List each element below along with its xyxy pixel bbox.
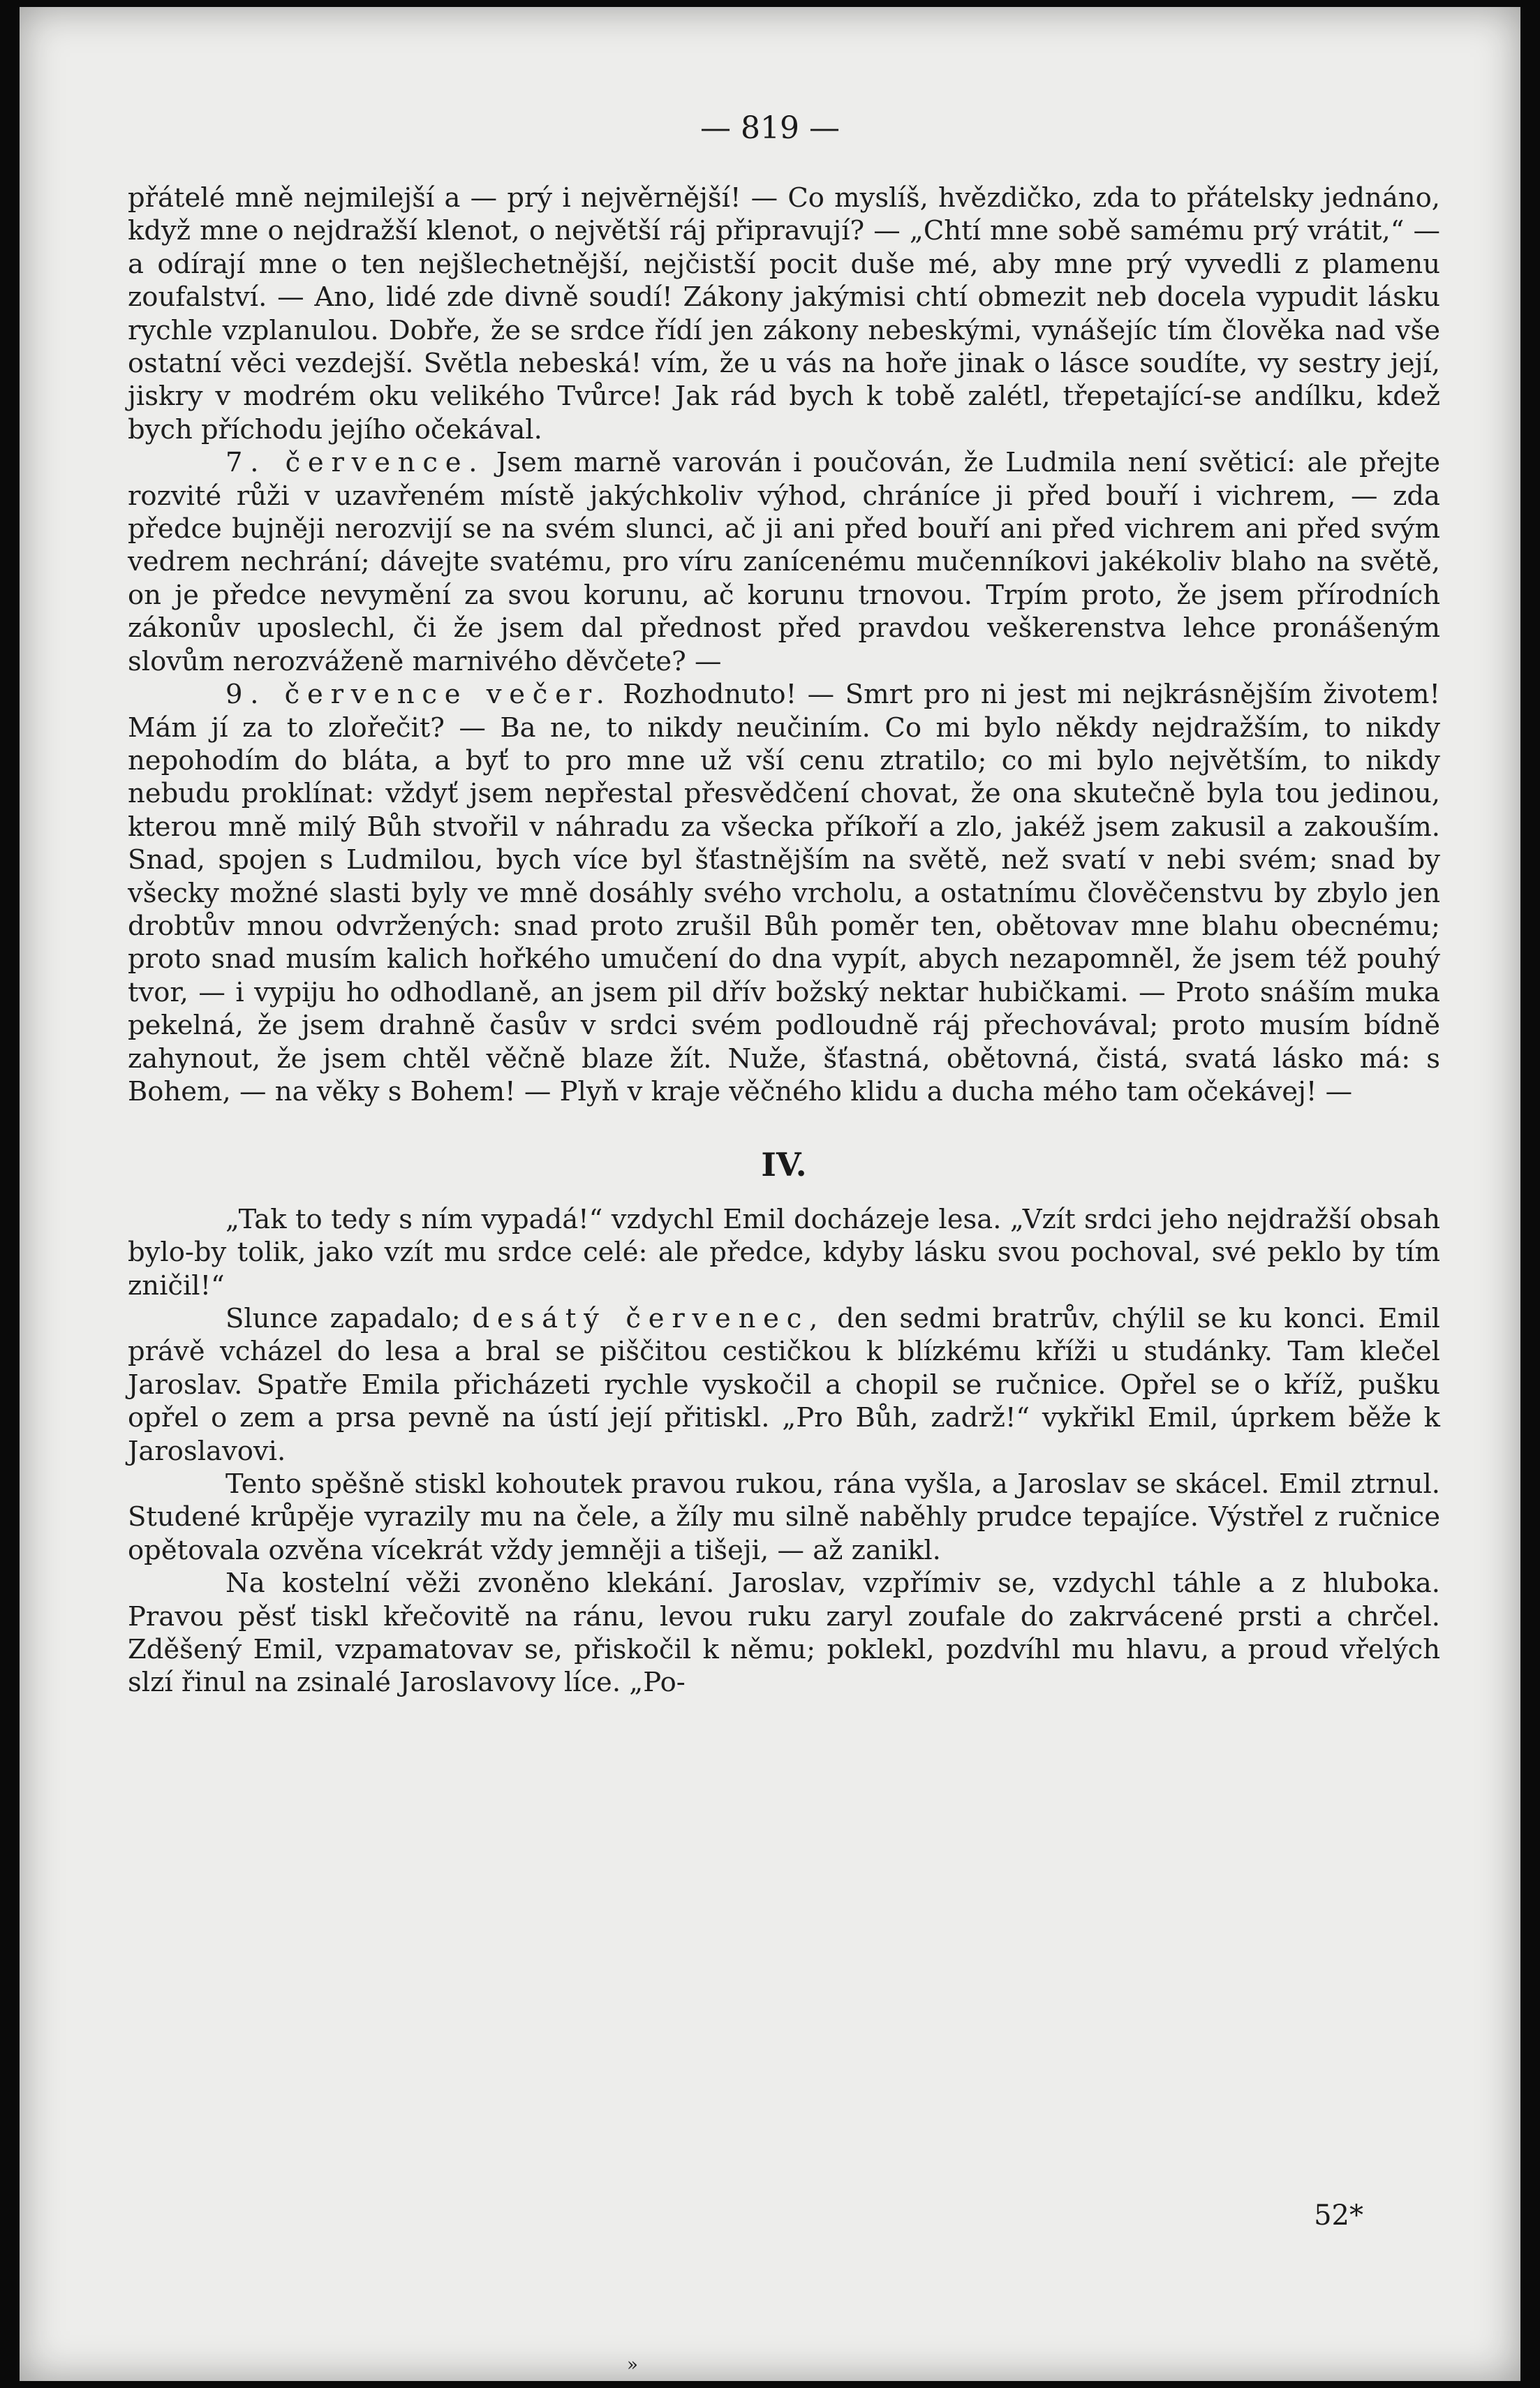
paragraph-evening-bell: Na kostelní věži zvoněno klekání. Jaroslav, vzpřímiv se, vzdychl táhle a z hluboka. Pravou pěsť tiskl křečovitě na ránu, levou ruku zaryl zoufale do zakrvácené prsti a chrčel. Zděšený Emil, vzpamatovav se, přiskočil k němu; poklekl, pozdvíhl mu hlavu, a proud vřelých slzí řinul na zsinalé Jaroslavovy líce. „Po- <box>128 1568 1440 1699</box>
signature-mark: 52* <box>1314 2199 1363 2232</box>
diary-entry-7-july <box>128 446 1440 678</box>
printer-mark: » <box>627 2354 638 2375</box>
paragraph-letter-end: přátelé mně nejmilejší a — prý i nejvěrnější! — Co myslíš, hvězdičko, zda to přátelsky jednáno, když mne o nejdražší klenot, o největší ráj připravují? — „Chtí mne sobě samému prý vrátit,“ — a odírají mne o ten nejšlechetnější, nejčistší pocit duše mé, aby mne prý vyvedli z plamenu zoufalství. — Ano, lidé zde divně soudí! Zákony jakýmisi chtí obmezit neb docela vypudit lásku rychle vzplanulou. Dobře, že se srdce řídí jen zákony nebeskými, vynášejíc tím člověka nad vše ostatní věci vezdejší. Světla nebeská! vím, že u vás na hoře jinak o lásce soudíte, vy sestry její, jiskry v modrém oku velikého Tvůrce! Jak rád bych k tobě zalétl, třepetající-se andílku, kdež bych příchodu jejího očekával. <box>128 182 1440 445</box>
diary-date: 7. července. <box>225 447 485 479</box>
paragraph-sunset <box>128 1302 1440 1468</box>
book-page <box>20 7 1520 2381</box>
diary-date: 9. července večer. <box>225 679 612 711</box>
paragraph-emil-sigh: „Tak to tedy s ním vypadá!“ vzdychl Emil docházeje lesa. „Vzít srdci jeho nejdražší obsah bylo-by tolik, jako vzít mu srdce celé: ale předce, kdyby lásku svou pochoval, své peklo by tím zničil!“ <box>128 1203 1440 1302</box>
paragraph-text: den sedmi bratrův, chýlil se ku konci. Emil právě vcházel do lesa a bral se piščitou cestičkou k blízkému kříži u studánky. Tam klečel Jaroslav. Spatře Emila přicházeti rychle vyskočil a chopil se ručnice. Opřel se o kříž, pušku opřel o zem a prsa pevně na ústí její přitiskl. „Pro Bůh, zadrž!“ vykřikl Emil, úprkem běže k Jaroslavovi. <box>128 1303 1440 1467</box>
page-body <box>128 182 1440 1700</box>
diary-text: Rozhodnuto! — Smrt pro ni jest mi nejkrásnějším životem! Mám jí za to zlořečit? — Ba ne, to nikdy neučiním. Co mi bylo někdy nejdražším, to nikdy nepohodím do bláta, a byť to pro mne už vší cenu ztratilo; co mi bylo největším, to nikdy nebudu proklínat: vždyť jsem nepřestal přesvědčení chovat, že ona skutečně byla tou jedinou, kterou mně milý Bůh stvořil v náhradu za všecka příkoří a zlo, jakéž jsem zakusil a zakouším. Snad, spojen s Ludmilou, bych více byl šťastnějším na světě, než svatí v nebi svém; snad by všecky možné slasti byly ve mně dosáhly svého vrcholu, a ostatnímu člověčenstvu by zbylo jen drobtův mnou odvržených: snad proto zrušil Bůh poměr ten, obětovav mne blahu obecnému; proto snad musím kalich hořkého umučení do dna vypít, abych nezapomněl, že jsem též pouhý tvor, — i vypiju ho odhodlaně, an jsem pil dřív božský nektar hubičkami. — Proto snáším muka pekelná, že jsem drahně časův v srdci svém podloudně ráj přechovával; proto musím bídně zahynout, že jsem chtěl věčně blaze žít. Nuže, šťastná, obětovná, čistá, svatá lásko má: s Bohem, — na věky s Bohem! — Plyň v kraje věčného klidu a ducha mého tam očekávej! — <box>128 679 1440 1107</box>
spaced-date: desátý červenec, <box>472 1303 826 1334</box>
paragraph-shot: Tento spěšně stiskl kohoutek pravou rukou, rána vyšla, a Jaroslav se skácel. Emil ztrnul. Studené krůpěje vyrazily mu na čele, a žíly mu silně naběhly prudce tepajíce. Výstřel z ručnice opětovala ozvěna vícekrát vždy jemněji a tišeji, — až zanikl. <box>128 1468 1440 1566</box>
paragraph-text: Slunce zapadalo; <box>225 1303 461 1334</box>
chapter-heading: IV. <box>761 1146 807 1184</box>
diary-text: Jsem marně varován i poučován, že Ludmila není světicí: ale přejte rozvité růži v uzavřeném místě jakýchkoliv výhod, chráníce ji před bouří i vichrem, — zda předce bujněji nerozvijí se na svém slunci, ač ji ani před bouří ani před vichrem ani před svým vedrem nechrání; dávejte svatému, pro víru zanícenému mučenníkovi jakékoliv blaho na světě, on je předce nevymění za svou korunu, ač korunu trnovou. Trpím proto, že jsem přírodních zákonův uposlechl, či že jsem dal přednost před pravdou veškerenstva lehce pronášeným slovům nerozváženě marnivého děvčete? — <box>128 447 1440 677</box>
page-number: — 819 — <box>700 110 840 146</box>
diary-entry-9-july <box>128 678 1440 1108</box>
